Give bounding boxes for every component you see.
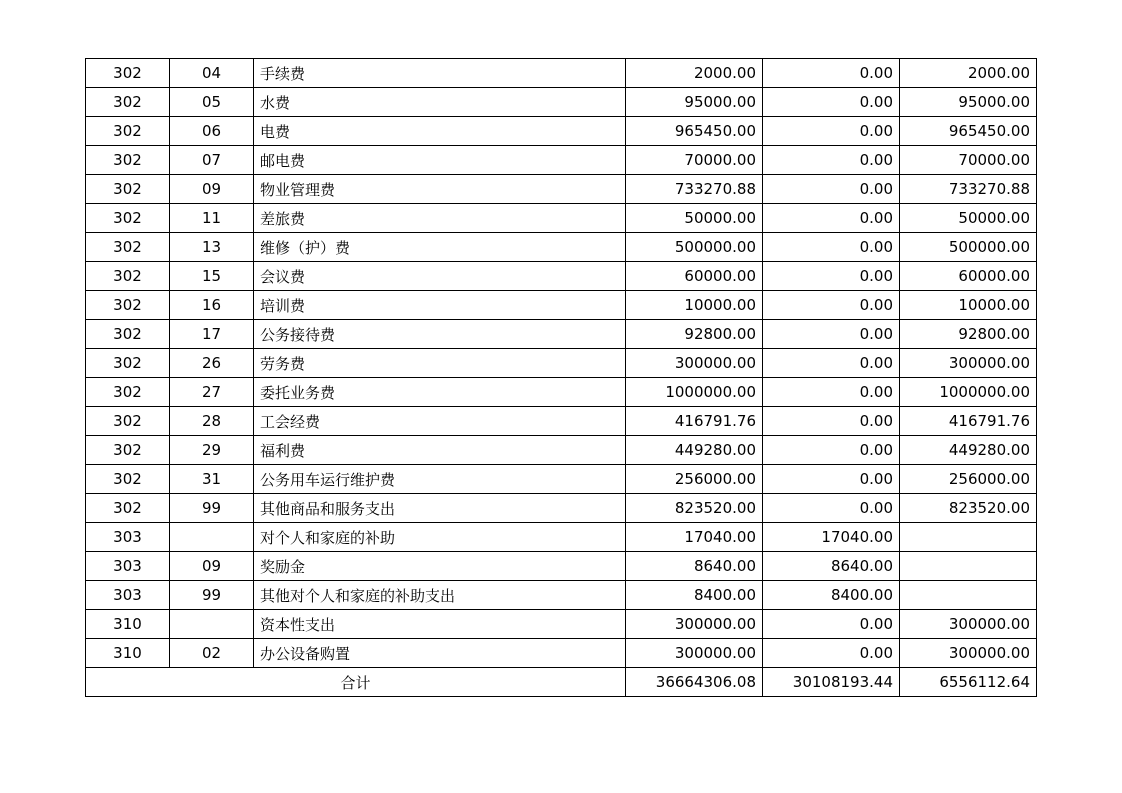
cell-project: 95000.00 xyxy=(900,88,1037,117)
cell-basic: 0.00 xyxy=(763,610,900,639)
cell-class-code: 302 xyxy=(86,59,170,88)
cell-basic: 8640.00 xyxy=(763,552,900,581)
table-row xyxy=(86,581,1037,610)
cell-class-code: 302 xyxy=(86,320,170,349)
cell-item-name: 会议费 xyxy=(254,262,626,291)
table-row xyxy=(86,320,1037,349)
cell-total: 95000.00 xyxy=(626,88,763,117)
cell-item-name: 培训费 xyxy=(254,291,626,320)
table-row xyxy=(86,59,1037,88)
cell-project: 500000.00 xyxy=(900,233,1037,262)
cell-class-code: 302 xyxy=(86,117,170,146)
table-row xyxy=(86,407,1037,436)
cell-project: 70000.00 xyxy=(900,146,1037,175)
cell-item-code: 28 xyxy=(170,407,254,436)
cell-item-name: 福利费 xyxy=(254,436,626,465)
cell-item-code: 17 xyxy=(170,320,254,349)
cell-class-code: 302 xyxy=(86,146,170,175)
table-row xyxy=(86,262,1037,291)
cell-total: 449280.00 xyxy=(626,436,763,465)
cell-class-code: 302 xyxy=(86,88,170,117)
cell-total: 256000.00 xyxy=(626,465,763,494)
cell-item-name: 手续费 xyxy=(254,59,626,88)
total-row xyxy=(86,668,1037,697)
cell-total: 8640.00 xyxy=(626,552,763,581)
cell-class-code: 302 xyxy=(86,175,170,204)
cell-project xyxy=(900,523,1037,552)
cell-item-code: 27 xyxy=(170,378,254,407)
cell-project: 449280.00 xyxy=(900,436,1037,465)
cell-class-code: 302 xyxy=(86,494,170,523)
cell-item-code: 07 xyxy=(170,146,254,175)
cell-item-code: 09 xyxy=(170,175,254,204)
cell-item-code: 05 xyxy=(170,88,254,117)
cell-project: 2000.00 xyxy=(900,59,1037,88)
cell-class-code: 302 xyxy=(86,465,170,494)
cell-basic: 0.00 xyxy=(763,233,900,262)
table-row xyxy=(86,349,1037,378)
cell-item-code xyxy=(170,610,254,639)
cell-item-code: 02 xyxy=(170,639,254,668)
cell-item-name: 资本性支出 xyxy=(254,610,626,639)
total-amount: 36664306.08 xyxy=(626,668,763,697)
cell-class-code: 302 xyxy=(86,436,170,465)
cell-basic: 0.00 xyxy=(763,407,900,436)
cell-class-code: 302 xyxy=(86,349,170,378)
cell-total: 2000.00 xyxy=(626,59,763,88)
cell-total: 70000.00 xyxy=(626,146,763,175)
cell-item-name: 办公设备购置 xyxy=(254,639,626,668)
cell-item-name: 委托业务费 xyxy=(254,378,626,407)
cell-class-code: 310 xyxy=(86,610,170,639)
cell-total: 8400.00 xyxy=(626,581,763,610)
table-row xyxy=(86,552,1037,581)
cell-item-name: 邮电费 xyxy=(254,146,626,175)
cell-total: 500000.00 xyxy=(626,233,763,262)
cell-total: 300000.00 xyxy=(626,349,763,378)
cell-total: 965450.00 xyxy=(626,117,763,146)
cell-basic: 0.00 xyxy=(763,262,900,291)
cell-total: 733270.88 xyxy=(626,175,763,204)
cell-item-name: 工会经费 xyxy=(254,407,626,436)
table-row xyxy=(86,175,1037,204)
table-row xyxy=(86,639,1037,668)
cell-item-name: 差旅费 xyxy=(254,204,626,233)
cell-project: 50000.00 xyxy=(900,204,1037,233)
cell-item-name: 其他对个人和家庭的补助支出 xyxy=(254,581,626,610)
cell-item-code: 11 xyxy=(170,204,254,233)
cell-class-code: 302 xyxy=(86,204,170,233)
total-label: 合计 xyxy=(86,668,626,697)
cell-basic: 0.00 xyxy=(763,378,900,407)
cell-project: 60000.00 xyxy=(900,262,1037,291)
table-row xyxy=(86,610,1037,639)
cell-project: 256000.00 xyxy=(900,465,1037,494)
cell-basic: 8400.00 xyxy=(763,581,900,610)
cell-total: 92800.00 xyxy=(626,320,763,349)
cell-item-name: 对个人和家庭的补助 xyxy=(254,523,626,552)
cell-item-name: 物业管理费 xyxy=(254,175,626,204)
cell-total: 300000.00 xyxy=(626,639,763,668)
cell-total: 1000000.00 xyxy=(626,378,763,407)
cell-item-code: 04 xyxy=(170,59,254,88)
cell-basic: 0.00 xyxy=(763,465,900,494)
table-row xyxy=(86,233,1037,262)
cell-item-code: 99 xyxy=(170,581,254,610)
table-footer xyxy=(86,668,1037,697)
cell-class-code: 302 xyxy=(86,233,170,262)
cell-basic: 0.00 xyxy=(763,146,900,175)
cell-item-name: 公务接待费 xyxy=(254,320,626,349)
cell-basic: 0.00 xyxy=(763,204,900,233)
cell-class-code: 302 xyxy=(86,291,170,320)
cell-basic: 0.00 xyxy=(763,494,900,523)
total-basic: 30108193.44 xyxy=(763,668,900,697)
cell-item-code: 06 xyxy=(170,117,254,146)
cell-project: 300000.00 xyxy=(900,639,1037,668)
table-row xyxy=(86,88,1037,117)
cell-project: 416791.76 xyxy=(900,407,1037,436)
table-body xyxy=(86,59,1037,668)
cell-item-name: 电费 xyxy=(254,117,626,146)
cell-item-name: 维修（护）费 xyxy=(254,233,626,262)
cell-basic: 0.00 xyxy=(763,59,900,88)
total-project: 6556112.64 xyxy=(900,668,1037,697)
cell-basic: 17040.00 xyxy=(763,523,900,552)
cell-total: 823520.00 xyxy=(626,494,763,523)
cell-total: 17040.00 xyxy=(626,523,763,552)
cell-total: 10000.00 xyxy=(626,291,763,320)
cell-class-code: 302 xyxy=(86,378,170,407)
cell-basic: 0.00 xyxy=(763,175,900,204)
budget-table xyxy=(85,58,1037,697)
cell-item-code: 16 xyxy=(170,291,254,320)
cell-project: 92800.00 xyxy=(900,320,1037,349)
cell-item-code: 29 xyxy=(170,436,254,465)
cell-item-name: 劳务费 xyxy=(254,349,626,378)
cell-item-code: 26 xyxy=(170,349,254,378)
cell-item-code: 15 xyxy=(170,262,254,291)
cell-class-code: 310 xyxy=(86,639,170,668)
cell-item-code: 99 xyxy=(170,494,254,523)
table-row xyxy=(86,436,1037,465)
cell-total: 50000.00 xyxy=(626,204,763,233)
cell-project xyxy=(900,552,1037,581)
cell-project: 733270.88 xyxy=(900,175,1037,204)
cell-basic: 0.00 xyxy=(763,88,900,117)
table-row xyxy=(86,494,1037,523)
cell-project: 10000.00 xyxy=(900,291,1037,320)
cell-basic: 0.00 xyxy=(763,320,900,349)
cell-basic: 0.00 xyxy=(763,349,900,378)
cell-item-code: 13 xyxy=(170,233,254,262)
cell-project: 300000.00 xyxy=(900,349,1037,378)
cell-basic: 0.00 xyxy=(763,117,900,146)
cell-item-code: 09 xyxy=(170,552,254,581)
cell-item-name: 水费 xyxy=(254,88,626,117)
cell-item-name: 奖励金 xyxy=(254,552,626,581)
cell-item-name: 公务用车运行维护费 xyxy=(254,465,626,494)
table-row xyxy=(86,146,1037,175)
cell-class-code: 303 xyxy=(86,581,170,610)
cell-project: 965450.00 xyxy=(900,117,1037,146)
cell-item-code xyxy=(170,523,254,552)
cell-total: 300000.00 xyxy=(626,610,763,639)
cell-basic: 0.00 xyxy=(763,291,900,320)
cell-project xyxy=(900,581,1037,610)
cell-project: 1000000.00 xyxy=(900,378,1037,407)
cell-item-name: 其他商品和服务支出 xyxy=(254,494,626,523)
table-row xyxy=(86,523,1037,552)
cell-basic: 0.00 xyxy=(763,436,900,465)
cell-total: 416791.76 xyxy=(626,407,763,436)
cell-class-code: 302 xyxy=(86,262,170,291)
cell-total: 60000.00 xyxy=(626,262,763,291)
cell-project: 300000.00 xyxy=(900,610,1037,639)
table-row xyxy=(86,291,1037,320)
cell-class-code: 303 xyxy=(86,523,170,552)
table-row xyxy=(86,204,1037,233)
table-row xyxy=(86,378,1037,407)
cell-basic: 0.00 xyxy=(763,639,900,668)
cell-item-code: 31 xyxy=(170,465,254,494)
cell-project: 823520.00 xyxy=(900,494,1037,523)
table-row xyxy=(86,465,1037,494)
cell-class-code: 303 xyxy=(86,552,170,581)
cell-class-code: 302 xyxy=(86,407,170,436)
table-row xyxy=(86,117,1037,146)
